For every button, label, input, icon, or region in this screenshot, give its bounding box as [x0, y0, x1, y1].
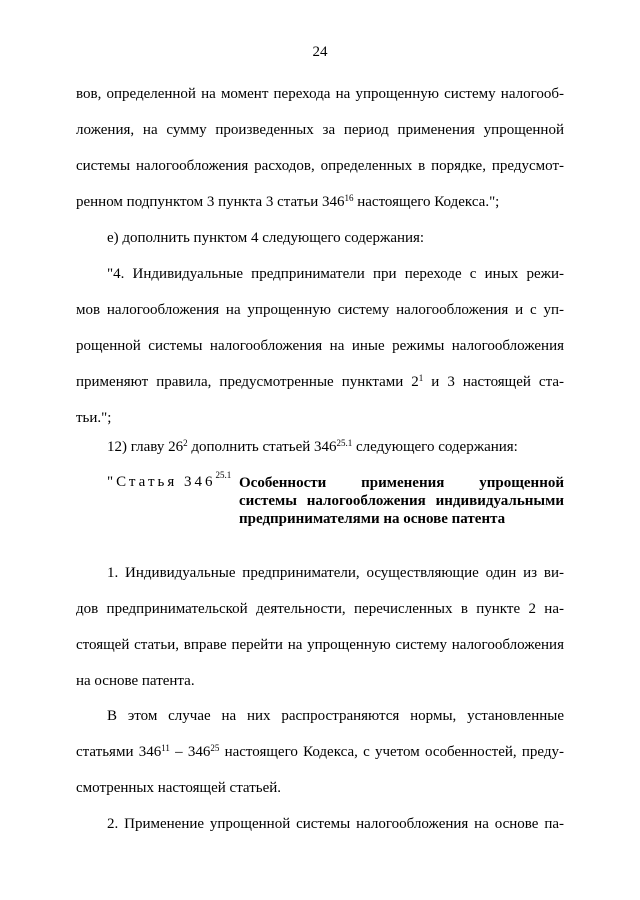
article-title-line: Особенности применения упрощенной [239, 475, 564, 491]
text-line: 2. Применение упрощенной системы налогообложения на основе па- [107, 816, 564, 832]
superscript: 25 [210, 743, 220, 753]
text-line: смотренных настоящей статьей. [76, 780, 282, 796]
page-number: 24 [312, 44, 328, 60]
text-line: дов предпринимательской деятельности, перечисленных в пункте 2 на- [76, 601, 564, 617]
article-label: "Статья $346^{25.1}$ [107, 470, 232, 490]
text-line: системы налогообложения расходов, определенных в порядке, предусмот- [76, 158, 564, 174]
article-title-line: предпринимателями на основе патента [239, 511, 506, 527]
text-line: ренном подпунктом 3 пункта 3 статьи $346^{16}$ настоящего Кодекса."; [76, 193, 500, 210]
text-line: тьи."; [76, 410, 112, 426]
text-line: рощенной системы налогообложения на иные режимы налогообложения [76, 338, 564, 354]
text-line: "4. Индивидуальные предприниматели при переходе с иных режи- [107, 266, 564, 282]
text-line: 12) главу $26^2$ дополнить статьей $346^{25.1}$ следующего содержания: [107, 438, 518, 455]
text-line: ложения, на сумму произведенных за период применения упрощенной [76, 122, 564, 138]
text-line: 1. Индивидуальные предприниматели, осуществляющие один из ви- [107, 565, 564, 581]
text-line: на основе патента. [76, 673, 195, 689]
article-title-line: системы налогообложения индивидуальными [239, 493, 564, 509]
superscript: 11 [161, 743, 170, 753]
text-line: вов, определенной на момент перехода на упрощенную систему налогооб- [76, 86, 564, 102]
text-line: стоящей статьи, вправе перейти на упрощенную систему налогообложения [76, 637, 564, 653]
text-line: статьями $346^{11} - 346^{25}$ настоящего Кодекса, с учетом особенностей, преду- [76, 743, 565, 760]
superscript: 2 [183, 438, 188, 448]
superscript: 25.1 [215, 470, 232, 480]
text-line: мов налогообложения на упрощенную систему налогообложения и с уп- [76, 302, 564, 318]
superscript: 25.1 [336, 438, 353, 448]
text-line: е) дополнить пунктом 4 следующего содержания: [107, 230, 425, 246]
superscript: 16 [344, 193, 354, 203]
text-line: применяют правила, предусмотренные пунктами $2^1$ и 3 настоящей ста- [76, 373, 564, 390]
text-line: В этом случае на них распространяются нормы, установленные [107, 708, 564, 724]
superscript: 1 [418, 373, 424, 383]
article-title [239, 474, 564, 528]
